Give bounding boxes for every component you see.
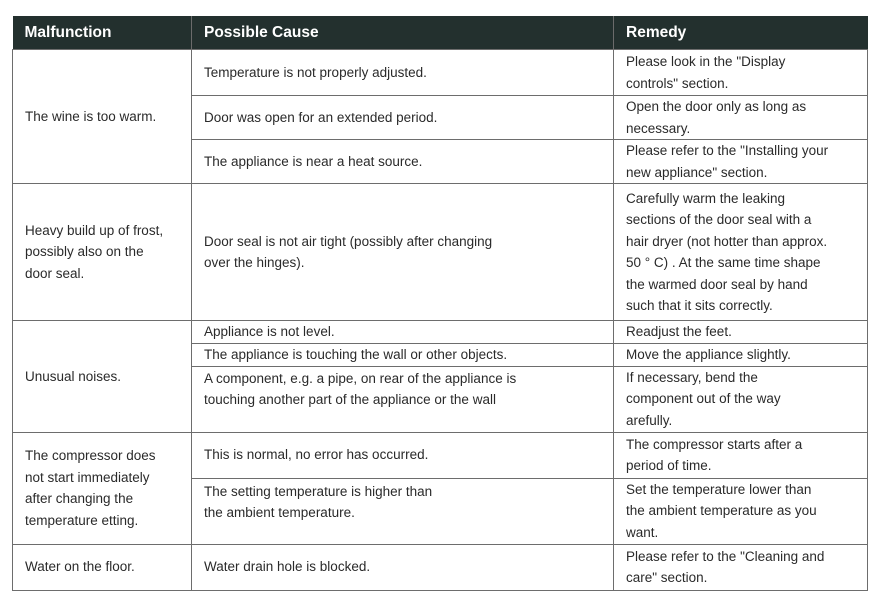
- table-row: [13, 321, 868, 344]
- remedy-cell: The compressor starts after a period of time.: [614, 432, 868, 478]
- malfunction-cell: Water on the floor.: [13, 544, 192, 590]
- cause-cell: A component, e.g. a pipe, on rear of the appliance is touching another part of the appliance or the wall: [192, 366, 614, 432]
- header-possible-cause: Possible Cause: [192, 16, 614, 50]
- cause-cell: Appliance is not level.: [192, 321, 614, 344]
- header-remedy: Remedy: [614, 16, 868, 50]
- remedy-cell: If necessary, bend the component out of the way arefully.: [614, 366, 868, 432]
- header-row: [13, 16, 868, 50]
- cause-cell: The appliance is near a heat source.: [192, 140, 614, 184]
- remedy-cell: Please refer to the "Installing your new appliance" section.: [614, 140, 868, 184]
- malfunction-cell: Heavy build up of frost, possibly also on the door seal.: [13, 184, 192, 321]
- cause-cell: The setting temperature is higher than the ambient temperature.: [192, 478, 614, 544]
- remedy-cell: Please look in the "Display controls" section.: [614, 50, 868, 96]
- remedy-cell: Open the door only as long as necessary.: [614, 96, 868, 140]
- table-row: [13, 184, 868, 321]
- table-row: [13, 544, 868, 590]
- header-malfunction: Malfunction: [13, 16, 192, 50]
- malfunction-cell: The wine is too warm.: [13, 50, 192, 184]
- remedy-cell: Readjust the feet.: [614, 321, 868, 344]
- remedy-cell: Move the appliance slightly.: [614, 344, 868, 367]
- troubleshooting-table: [12, 16, 868, 591]
- remedy-cell: Set the temperature lower than the ambient temperature as you want.: [614, 478, 868, 544]
- table-row: [13, 432, 868, 478]
- cause-cell: Water drain hole is blocked.: [192, 544, 614, 590]
- cause-cell: Door was open for an extended period.: [192, 96, 614, 140]
- remedy-cell: Please refer to the "Cleaning and care" section.: [614, 544, 868, 590]
- remedy-cell: Carefully warm the leaking sections of the door seal with a hair dryer (not hotter than approx. 50 ° C) . At the same time shape the warmed door seal by hand such that it sits correctly.: [614, 184, 868, 321]
- cause-cell: Temperature is not properly adjusted.: [192, 50, 614, 96]
- malfunction-cell: Unusual noises.: [13, 321, 192, 433]
- table-row: [13, 50, 868, 96]
- cause-cell: This is normal, no error has occurred.: [192, 432, 614, 478]
- cause-cell: The appliance is touching the wall or other objects.: [192, 344, 614, 367]
- malfunction-cell: The compressor does not start immediately after changing the temperature etting.: [13, 432, 192, 544]
- cause-cell: Door seal is not air tight (possibly after changing over the hinges).: [192, 184, 614, 321]
